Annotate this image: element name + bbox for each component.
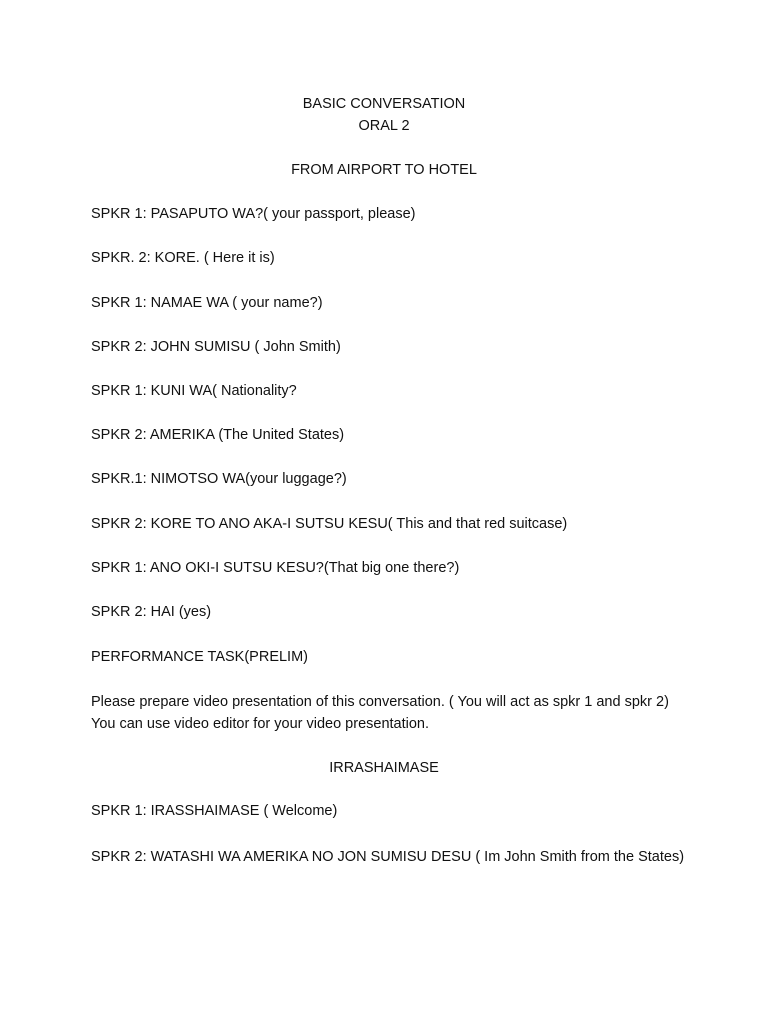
dialogue-line: SPKR 2: JOHN SUMISU ( John Smith) (91, 339, 341, 355)
dialogue-line: SPKR 2: KORE TO ANO AKA-I SUTSU KESU( This and that red suitcase) (91, 516, 568, 532)
dialogue-line: SPKR 2: AMERIKA (The United States) (91, 427, 345, 443)
dialogue-line: SPKR 2: HAI (yes) (91, 604, 212, 620)
document-title: BASIC CONVERSATION (302, 96, 466, 112)
dialogue-line: SPKR.1: NIMOTSO WA(your luggage?) (91, 471, 347, 487)
dialogue-line: SPKR 1: IRASSHAIMASE ( Welcome) (91, 803, 338, 819)
task-heading: PERFORMANCE TASK(PRELIM) (91, 649, 308, 665)
dialogue-line: SPKR. 2: KORE. ( Here it is) (91, 250, 275, 266)
dialogue-line: SPKR 1: KUNI WA( Nationality? (91, 383, 297, 399)
dialogue-line: SPKR 1: ANO OKI-I SUTSU KESU?(That big one there?) (91, 560, 460, 576)
dialogue-line: SPKR 1: NAMAE WA ( your name?) (91, 295, 323, 311)
task-instructions: Please prepare video presentation of this conversation. ( You will act as spkr 1 and spkr 2) You can use video editor for your video presentation. (91, 694, 669, 732)
section-title: FROM AIRPORT TO HOTEL (291, 162, 477, 178)
document-subtitle: ORAL 2 (358, 118, 410, 134)
dialogue-line: SPKR 2: WATASHI WA AMERIKA NO JON SUMISU DESU ( Im John Smith from the States) (91, 849, 685, 865)
section-title-irrashaimase: IRRASHAIMASE (329, 760, 439, 776)
dialogue-line: SPKR 1: PASAPUTO WA?( your passport, please) (91, 206, 416, 222)
